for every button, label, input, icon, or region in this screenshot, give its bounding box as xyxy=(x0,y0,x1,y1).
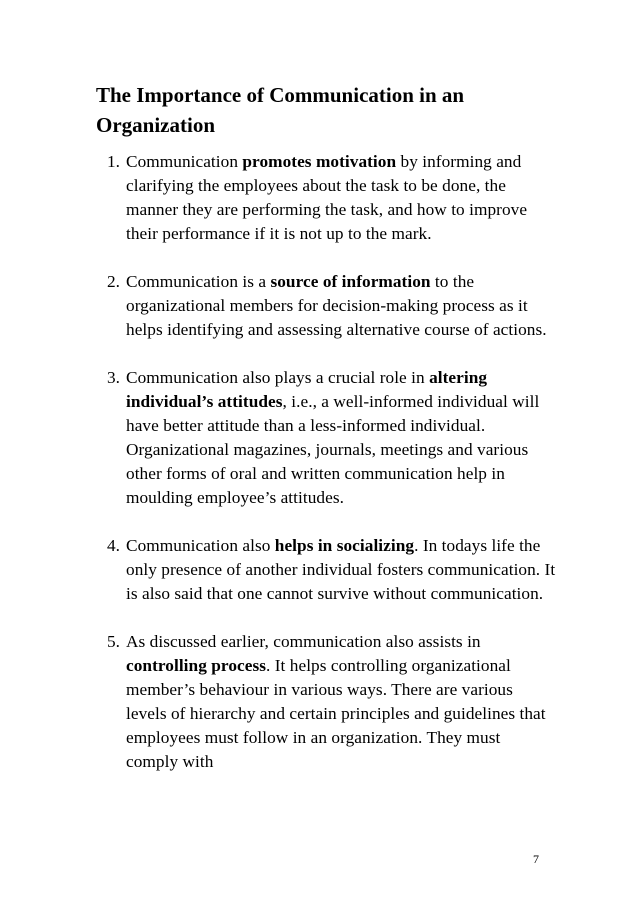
text-run: Communication also plays a crucial role in xyxy=(126,368,430,387)
text-run: Communication is a xyxy=(126,272,271,291)
list-item-text xyxy=(120,534,556,606)
text-run: As discussed earlier, communication also assists in xyxy=(126,632,481,651)
list-item-text xyxy=(120,270,556,342)
list-item xyxy=(96,270,556,342)
list-item-number: 3. xyxy=(107,368,120,387)
page-number: 7 xyxy=(533,852,539,866)
list-item-number: 1. xyxy=(107,152,120,171)
list-item xyxy=(96,534,556,606)
emphasis-text: altering individual’s attitudes xyxy=(126,368,488,411)
list-item-text xyxy=(120,150,556,246)
list-item-text xyxy=(120,366,556,510)
text-run: , i.e., a well-informed individual will have better attitude than a less-informed individual. Organizational magazines, journals, meetings and various other forms of oral and written communication help in moulding employee’s attitudes. xyxy=(126,392,540,507)
text-run: Communication xyxy=(126,152,243,171)
emphasis-text: helps in socializing xyxy=(274,536,415,555)
emphasis-text: promotes motivation xyxy=(242,152,397,171)
text-run: by informing and clarifying the employees about the task to be done, the manner they are performing the task, and how to improve their performance if it is not up to the mark. xyxy=(126,152,528,243)
list-item xyxy=(96,150,556,246)
list-item-number: 5. xyxy=(107,632,120,651)
page-title: The Importance of Communication in an Organization xyxy=(96,83,465,137)
text-run: . In todays life the only presence of another individual fosters communication. It is also said that one cannot survive without communication. xyxy=(126,536,556,603)
list-item-text xyxy=(120,630,556,774)
text-run: to the organizational members for decision-making process as it helps identifying and assessing alternative course of actions. xyxy=(126,272,547,339)
text-run: . It helps controlling organizational member’s behaviour in various ways. There are various levels of hierarchy and certain principles and guidelines that employees must follow in an organization. They must comply with xyxy=(126,656,546,771)
list-item-number: 2. xyxy=(107,272,120,291)
emphasis-text: source of information xyxy=(270,272,431,291)
importance-list xyxy=(96,150,556,774)
text-run: Communication also xyxy=(126,536,275,555)
list-item xyxy=(96,630,556,774)
list-item xyxy=(96,366,556,510)
emphasis-text: controlling process xyxy=(126,656,267,675)
list-item-number: 4. xyxy=(107,536,120,555)
